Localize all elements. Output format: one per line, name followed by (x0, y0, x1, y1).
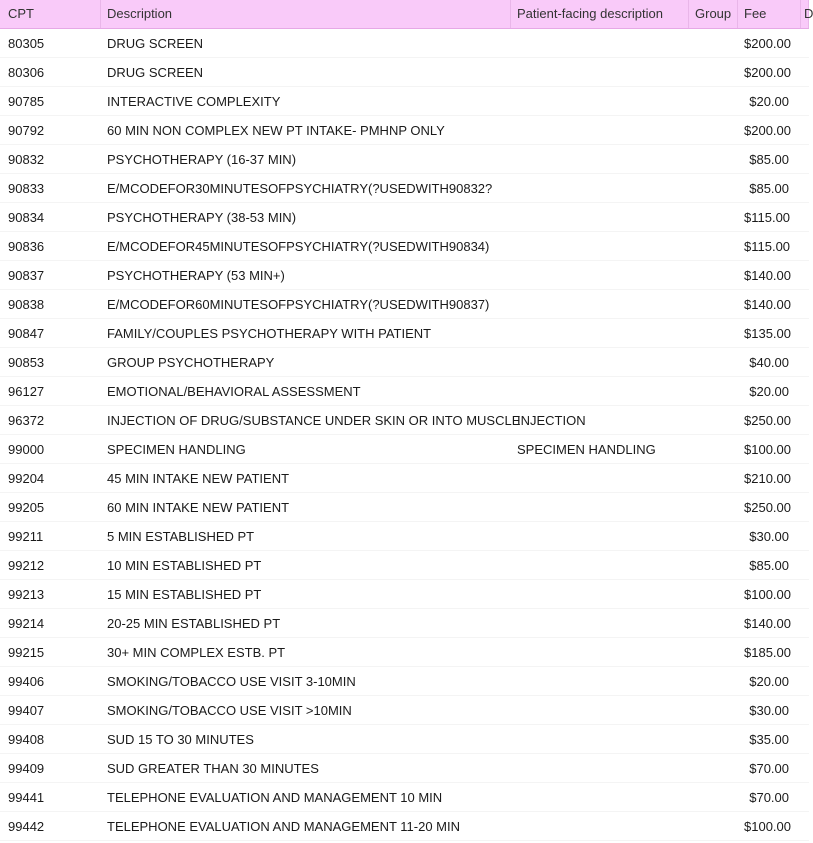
description-cell: 60 MIN INTAKE NEW PATIENT (107, 500, 290, 515)
group-cell (689, 754, 738, 782)
group-cell (689, 29, 738, 57)
patient-facing-description-cell (511, 783, 689, 811)
fee-cell: $100.00 (744, 587, 791, 602)
truncated-cell (801, 145, 809, 173)
cpt-cell: 80305 (8, 36, 45, 51)
description-cell: PSYCHOTHERAPY (38-53 MIN) (107, 210, 297, 225)
patient-facing-description-cell (511, 493, 689, 521)
fee-cell: $210.00 (744, 471, 791, 486)
cpt-cell: 90836 (8, 239, 45, 254)
column-header-truncated[interactable]: D (801, 0, 809, 28)
table-row[interactable] (0, 551, 809, 580)
patient-facing-description-cell (511, 551, 689, 579)
group-cell (689, 377, 738, 405)
group-cell (689, 464, 738, 492)
truncated-cell (801, 290, 809, 318)
fee-cell: $70.00 (749, 790, 789, 805)
fee-cell: $185.00 (744, 645, 791, 660)
truncated-cell (801, 29, 809, 57)
column-header-cpt[interactable]: CPT (0, 0, 101, 28)
cpt-cell: 99213 (8, 587, 45, 602)
table-row[interactable] (0, 435, 809, 464)
table-row[interactable] (0, 754, 809, 783)
table-row[interactable] (0, 348, 809, 377)
patient-facing-description-cell (511, 754, 689, 782)
truncated-cell (801, 812, 809, 840)
truncated-cell (801, 638, 809, 666)
fee-cell: $250.00 (744, 500, 791, 515)
patient-facing-description-cell (511, 667, 689, 695)
patient-facing-description-cell (511, 812, 689, 840)
truncated-cell (801, 754, 809, 782)
fee-cell: $85.00 (749, 152, 789, 167)
group-cell (689, 580, 738, 608)
patient-facing-description-cell (511, 580, 689, 608)
group-cell (689, 87, 738, 115)
cpt-cell: 99215 (8, 645, 45, 660)
patient-facing-description-cell (511, 522, 689, 550)
description-cell: INTERACTIVE COMPLEXITY (107, 94, 281, 109)
group-cell (689, 783, 738, 811)
cpt-cell: 99212 (8, 558, 45, 573)
truncated-cell (801, 464, 809, 492)
patient-facing-description-cell (511, 174, 689, 202)
patient-facing-description-cell (511, 29, 689, 57)
group-cell (689, 812, 738, 840)
table-row[interactable] (0, 87, 809, 116)
patient-facing-description-cell (511, 116, 689, 144)
table-row[interactable] (0, 812, 809, 841)
table-row[interactable] (0, 696, 809, 725)
cpt-cell: 90832 (8, 152, 45, 167)
fee-cell: $70.00 (749, 761, 789, 776)
description-cell: 30+ MIN COMPLEX ESTB. PT (107, 645, 286, 660)
truncated-cell (801, 725, 809, 753)
truncated-cell (801, 377, 809, 405)
fee-cell: $140.00 (744, 616, 791, 631)
description-cell: 45 MIN INTAKE NEW PATIENT (107, 471, 290, 486)
table-row[interactable] (0, 145, 809, 174)
description-cell: FAMILY/COUPLES PSYCHOTHERAPY WITH PATIENT (107, 326, 432, 341)
patient-facing-description-cell (511, 232, 689, 260)
group-cell (689, 435, 738, 463)
table-row[interactable] (0, 638, 809, 667)
group-cell (689, 145, 738, 173)
column-header-fee[interactable]: Fee (738, 0, 801, 28)
description-cell: 20-25 MIN ESTABLISHED PT (107, 616, 281, 631)
fee-cell: $115.00 (744, 239, 791, 254)
table-row[interactable] (0, 29, 809, 58)
fee-cell: $200.00 (744, 65, 791, 80)
fee-cell: $85.00 (749, 558, 789, 573)
group-cell (689, 116, 738, 144)
patient-facing-description-cell: SPECIMEN HANDLING (517, 442, 656, 457)
table-row[interactable] (0, 377, 809, 406)
fee-cell: $100.00 (744, 819, 791, 834)
cpt-cell: 99442 (8, 819, 45, 834)
cpt-cell: 90838 (8, 297, 45, 312)
patient-facing-description-cell (511, 319, 689, 347)
group-cell (689, 174, 738, 202)
fee-cell: $20.00 (749, 674, 789, 689)
patient-facing-description-cell (511, 464, 689, 492)
truncated-cell (801, 232, 809, 260)
group-cell (689, 232, 738, 260)
truncated-cell (801, 87, 809, 115)
cpt-cell: 96127 (8, 384, 45, 399)
patient-facing-description-cell (511, 58, 689, 86)
cpt-cell: 80306 (8, 65, 45, 80)
fee-cell: $20.00 (749, 94, 789, 109)
description-cell: DRUG SCREEN (107, 36, 204, 51)
table-row[interactable] (0, 580, 809, 609)
table-row[interactable] (0, 609, 809, 638)
description-cell: E/MCODEFOR30MINUTESOFPSYCHIATRY(?USEDWITH90832? (107, 181, 493, 196)
cpt-cell: 99211 (8, 529, 44, 544)
fee-cell: $250.00 (744, 413, 791, 428)
description-cell: GROUP PSYCHOTHERAPY (107, 355, 275, 370)
description-cell: SUD GREATER THAN 30 MINUTES (107, 761, 319, 776)
truncated-cell (801, 696, 809, 724)
patient-facing-description-cell: INJECTION (517, 413, 586, 428)
description-cell: SUD 15 TO 30 MINUTES (107, 732, 254, 747)
cpt-cell: 99408 (8, 732, 45, 747)
description-cell: DRUG SCREEN (107, 65, 204, 80)
truncated-cell (801, 493, 809, 521)
patient-facing-description-cell (511, 203, 689, 231)
table-row[interactable] (0, 667, 809, 696)
description-cell: 10 MIN ESTABLISHED PT (107, 558, 262, 573)
cpt-cell: 99214 (8, 616, 45, 631)
group-cell (689, 203, 738, 231)
truncated-cell (801, 783, 809, 811)
fee-cell: $200.00 (744, 36, 791, 51)
group-cell (689, 319, 738, 347)
fee-cell: $100.00 (744, 442, 791, 457)
truncated-cell (801, 609, 809, 637)
description-cell: 15 MIN ESTABLISHED PT (107, 587, 262, 602)
patient-facing-description-cell (511, 696, 689, 724)
cpt-cell: 99205 (8, 500, 45, 515)
fee-cell: $140.00 (744, 268, 791, 283)
description-cell: PSYCHOTHERAPY (16-37 MIN) (107, 152, 297, 167)
table-row[interactable] (0, 290, 809, 319)
table-row[interactable] (0, 319, 809, 348)
description-cell: SMOKING/TOBACCO USE VISIT >10MIN (107, 703, 352, 718)
patient-facing-description-cell (511, 638, 689, 666)
description-cell: 5 MIN ESTABLISHED PT (107, 529, 255, 544)
cpt-cell: 99407 (8, 703, 45, 718)
table-row[interactable] (0, 174, 809, 203)
truncated-cell (801, 406, 809, 434)
fee-cell: $30.00 (749, 703, 789, 718)
cpt-cell: 90834 (8, 210, 45, 225)
cpt-cell: 99441 (8, 790, 45, 805)
table-row[interactable] (0, 58, 809, 87)
table-row[interactable] (0, 232, 809, 261)
truncated-cell (801, 551, 809, 579)
fee-cell: $20.00 (749, 384, 789, 399)
truncated-cell (801, 203, 809, 231)
cpt-cell: 90833 (8, 181, 45, 196)
patient-facing-description-cell (511, 348, 689, 376)
fee-cell: $85.00 (749, 181, 789, 196)
group-cell (689, 725, 738, 753)
truncated-cell (801, 319, 809, 347)
group-cell (689, 493, 738, 521)
cpt-cell: 90847 (8, 326, 45, 341)
truncated-cell (801, 261, 809, 289)
patient-facing-description-cell (511, 725, 689, 753)
description-cell: TELEPHONE EVALUATION AND MANAGEMENT 10 MIN (107, 790, 443, 805)
column-header-group[interactable]: Group (689, 0, 738, 28)
group-cell (689, 261, 738, 289)
description-cell: TELEPHONE EVALUATION AND MANAGEMENT 11-20 MIN (107, 819, 461, 834)
cpt-cell: 90853 (8, 355, 45, 370)
cpt-cell: 96372 (8, 413, 45, 428)
column-header-description[interactable]: Description (101, 0, 511, 28)
description-cell: EMOTIONAL/BEHAVIORAL ASSESSMENT (107, 384, 361, 399)
fee-cell: $200.00 (744, 123, 791, 138)
truncated-cell (801, 522, 809, 550)
table-row[interactable] (0, 522, 809, 551)
truncated-cell (801, 116, 809, 144)
group-cell (689, 348, 738, 376)
cpt-cell: 99204 (8, 471, 45, 486)
group-cell (689, 406, 738, 434)
patient-facing-description-cell (511, 609, 689, 637)
description-cell: E/MCODEFOR60MINUTESOFPSYCHIATRY(?USEDWITH90837) (107, 297, 490, 312)
cpt-cell: 99409 (8, 761, 45, 776)
fee-cell: $140.00 (744, 297, 791, 312)
patient-facing-description-cell (511, 290, 689, 318)
group-cell (689, 290, 738, 318)
group-cell (689, 58, 738, 86)
table-row[interactable] (0, 493, 809, 522)
group-cell (689, 638, 738, 666)
fee-cell: $115.00 (744, 210, 791, 225)
patient-facing-description-cell (511, 377, 689, 405)
fee-cell: $30.00 (749, 529, 789, 544)
patient-facing-description-cell (511, 87, 689, 115)
patient-facing-description-cell (511, 145, 689, 173)
table-row[interactable] (0, 261, 809, 290)
description-cell: 60 MIN NON COMPLEX NEW PT INTAKE- PMHNP ONLY (107, 123, 445, 138)
column-header-patient-facing-description[interactable]: Patient-facing description (511, 0, 689, 28)
group-cell (689, 609, 738, 637)
table-row[interactable] (0, 725, 809, 754)
description-cell: SMOKING/TOBACCO USE VISIT 3-10MIN (107, 674, 356, 689)
description-cell: PSYCHOTHERAPY (53 MIN+) (107, 268, 285, 283)
cpt-cell: 99406 (8, 674, 45, 689)
table-row[interactable] (0, 406, 809, 435)
group-cell (689, 696, 738, 724)
table-row[interactable] (0, 783, 809, 812)
truncated-cell (801, 348, 809, 376)
truncated-cell (801, 174, 809, 202)
table-body (0, 29, 809, 841)
group-cell (689, 522, 738, 550)
fee-cell: $40.00 (749, 355, 789, 370)
patient-facing-description-cell (511, 261, 689, 289)
table-row[interactable] (0, 464, 809, 493)
truncated-cell (801, 435, 809, 463)
cpt-cell: 99000 (8, 442, 45, 457)
group-cell (689, 667, 738, 695)
truncated-cell (801, 580, 809, 608)
table-row[interactable] (0, 203, 809, 232)
table-header (0, 0, 813, 29)
cpt-cell: 90785 (8, 94, 45, 109)
group-cell (689, 551, 738, 579)
truncated-cell (801, 667, 809, 695)
description-cell: SPECIMEN HANDLING (107, 442, 246, 457)
truncated-cell (801, 58, 809, 86)
description-cell: INJECTION OF DRUG/SUBSTANCE UNDER SKIN OR INTO MUSCLE (107, 413, 521, 428)
fee-cell: $35.00 (749, 732, 789, 747)
cpt-cell: 90837 (8, 268, 45, 283)
fee-cell: $135.00 (744, 326, 791, 341)
description-cell: E/MCODEFOR45MINUTESOFPSYCHIATRY(?USEDWITH90834) (107, 239, 490, 254)
cpt-cell: 90792 (8, 123, 45, 138)
table-row[interactable] (0, 116, 809, 145)
